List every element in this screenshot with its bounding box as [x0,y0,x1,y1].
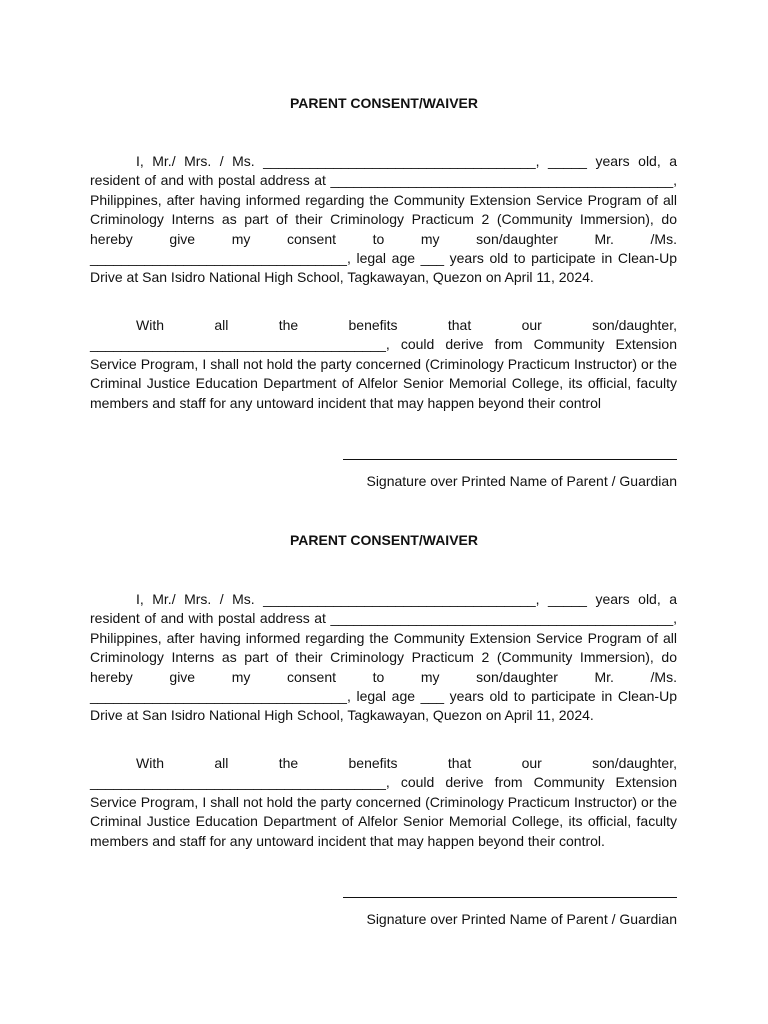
section-1-consent-paragraph: I, Mr./ Mrs. / Ms. ___________________________________, _____ years old, a resident of and with postal address at ____________________________________________, Philippines, after having informed regarding the Community Extension Service Program of all Criminology Interns as part of their Criminology Practicum 2 (Community Immersion), do hereby give my consent to my son/daughter Mr. /Ms. _________________________________, legal age ___ years old to participate in Clean-Up Drive at San Isidro National High School, Tagkawayan, Quezon on April 11, 2024. [90,153,677,286]
section-1-waiver-paragraph: With all the benefits that our son/daughter, ______________________________________, could derive from Community Extension Service Program, I shall not hold the party concerned (Criminology Practicum Instructor) or the Criminal Justice Education Department of Alfelor Senior Memorial College, its official, faculty members and staff for any untoward incident that may happen beyond their control [90,317,677,411]
section-2-signature-line [343,897,677,898]
section-2-consent-paragraph: I, Mr./ Mrs. / Ms. ___________________________________, _____ years old, a resident of and with postal address at ____________________________________________, Philippines, after having informed regarding the Community Extension Service Program of all Criminology Interns as part of their Criminology Practicum 2 (Community Immersion), do hereby give my consent to my son/daughter Mr. /Ms. _________________________________, legal age ___ years old to participate in Clean-Up Drive at San Isidro National High School, Tagkawayan, Quezon on April 11, 2024. [90,591,677,724]
section-1-signature-line [343,459,677,460]
section-1-signature-label: Signature over Printed Name of Parent / Guardian [366,473,677,489]
section-2-signature-label: Signature over Printed Name of Parent / Guardian [366,911,677,927]
section-2-waiver-paragraph: With all the benefits that our son/daughter, ______________________________________, could derive from Community Extension Service Program, I shall not hold the party concerned (Criminology Practicum Instructor) or the Criminal Justice Education Department of Alfelor Senior Memorial College, its official, faculty members and staff for any untoward incident that may happen beyond their control. [90,755,677,849]
section-1-title: PARENT CONSENT/WAIVER [290,95,478,111]
section-2-title: PARENT CONSENT/WAIVER [290,532,478,548]
